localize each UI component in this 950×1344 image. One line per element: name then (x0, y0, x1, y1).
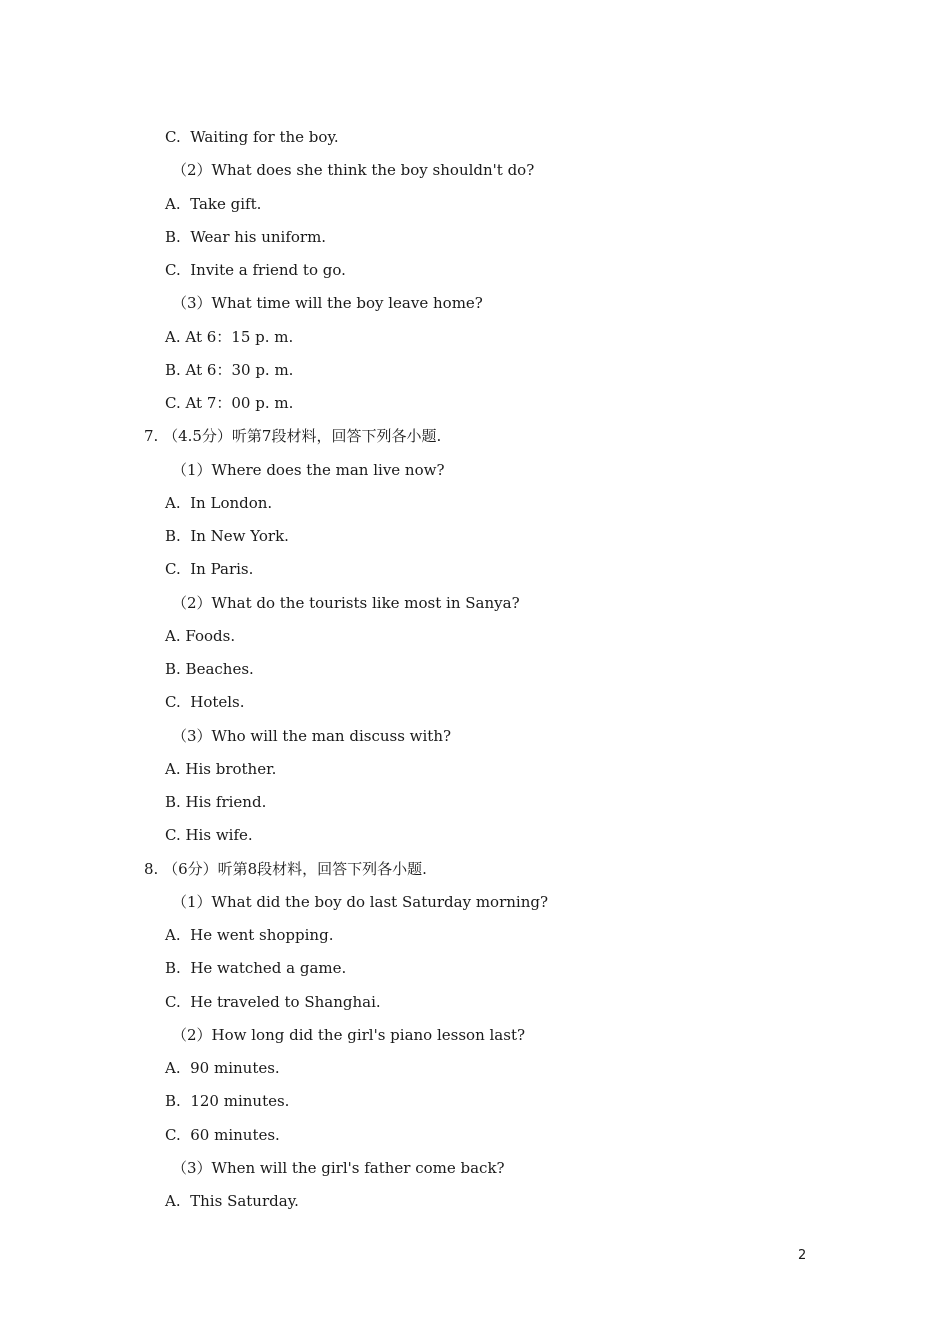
sub-question: （2）What do the tourists like most in Sanya? (172, 594, 520, 612)
answer-option: A. His brother. (165, 760, 277, 778)
answer-option: B. Wear his uniform. (165, 228, 327, 246)
answer-option: B. In New York. (165, 527, 289, 545)
answer-option: C. In Paris. (165, 560, 254, 578)
answer-option: B. He watched a game. (165, 959, 347, 977)
answer-option: A. Foods. (165, 627, 236, 645)
answer-option: C. His wife. (165, 826, 253, 844)
answer-option: B. 120 minutes. (165, 1092, 290, 1110)
answer-option: C. Waiting for the boy. (165, 128, 339, 146)
sub-question: （3）What time will the boy leave home? (172, 294, 483, 312)
answer-option: A. In London. (165, 494, 273, 512)
answer-option: B. At 6：30 p. m. (165, 361, 294, 379)
answer-option: C. Invite a friend to go. (165, 261, 346, 279)
sub-question: （1）What did the boy do last Saturday morning? (172, 893, 549, 911)
answer-option: A. 90 minutes. (165, 1059, 280, 1077)
sub-question: （2）What does she think the boy shouldn't do? (172, 161, 535, 179)
sub-question: （2）How long did the girl's piano lesson last? (172, 1026, 526, 1044)
sub-question: （1）Where does the man live now? (172, 461, 445, 479)
answer-option: C. Hotels. (165, 693, 245, 711)
sub-question: （3）When will the girl's father come back? (172, 1159, 505, 1177)
answer-option: A. This Saturday. (165, 1192, 299, 1210)
answer-option: A. Take gift. (165, 195, 262, 213)
question-heading: 7. （4.5分）听第7段材料，回答下列各小题. (144, 427, 442, 445)
answer-option: B. His friend. (165, 793, 267, 811)
answer-option: C. He traveled to Shanghai. (165, 993, 381, 1011)
answer-option: C. 60 minutes. (165, 1126, 280, 1144)
question-heading: 8. （6分）听第8段材料，回答下列各小题. (144, 860, 427, 878)
sub-question: （3）Who will the man discuss with? (172, 727, 452, 745)
answer-option: C. At 7：00 p. m. (165, 394, 294, 412)
answer-option: B. Beaches. (165, 660, 254, 678)
answer-option: A. At 6：15 p. m. (165, 328, 294, 346)
page-number: 2 (798, 1248, 807, 1263)
answer-option: A. He went shopping. (165, 926, 334, 944)
